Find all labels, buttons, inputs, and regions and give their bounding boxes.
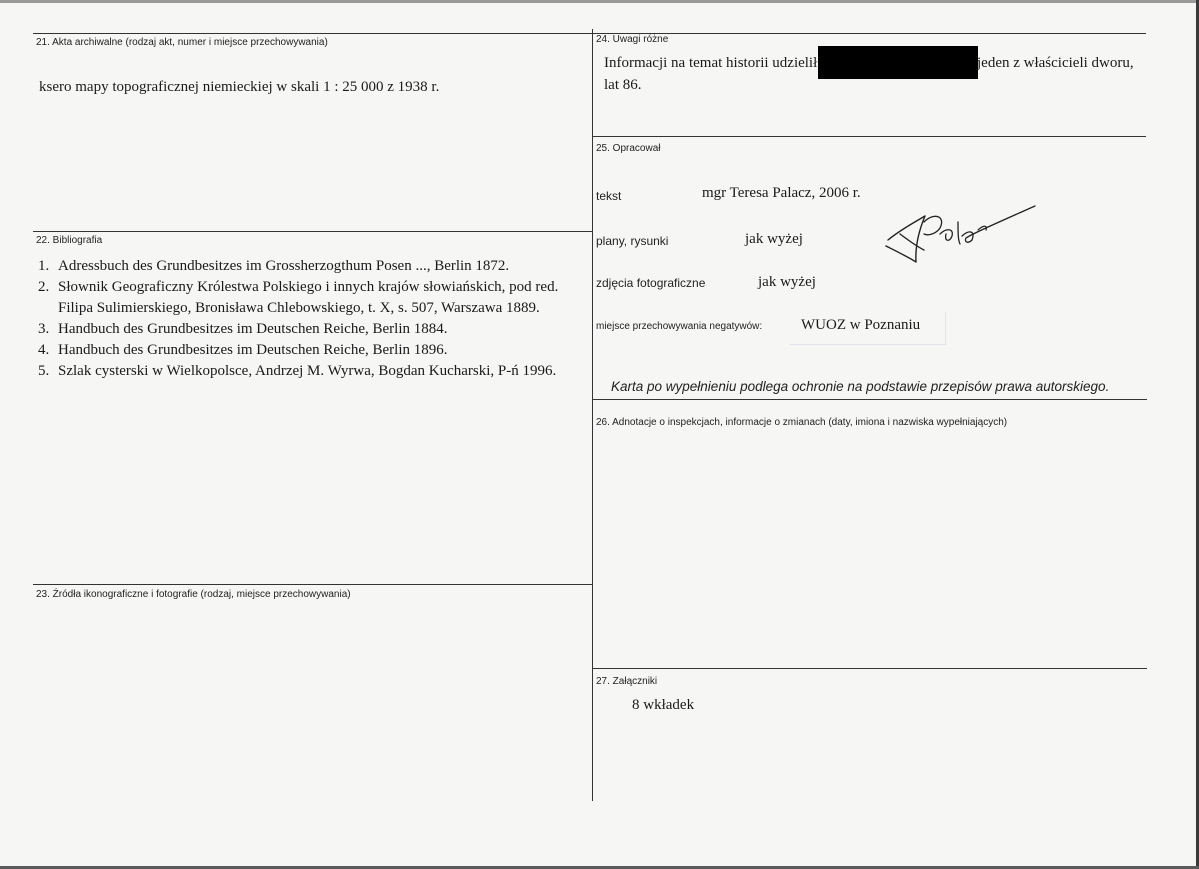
section-22-label: 22. Bibliografia xyxy=(36,235,103,246)
redaction-block xyxy=(818,46,978,79)
bibliography-item-text: Handbuch des Grundbesitzes im Deutschen Reiche, Berlin 1896. xyxy=(58,342,448,358)
rule-center-vertical xyxy=(592,29,593,801)
bibliography-item-text: Adressbuch des Grundbesitzes im Grossherzogthum Posen ..., Berlin 1872. xyxy=(58,258,510,274)
field-tekst-value: mgr Teresa Palacz, 2006 r. xyxy=(702,185,861,201)
section-23-label: 23. Źródła ikonograficzne i fotografie (rodzaj, miejsce przechowywania) xyxy=(36,589,351,600)
bibliography-item-number: 1. xyxy=(38,258,50,274)
section-25-label: 25. Opracował xyxy=(596,143,661,154)
bibliography-item-text: Handbuch des Grundbesitzes im Deutschen Reiche, Berlin 1884. xyxy=(58,321,448,337)
section-24-label: 24. Uwagi różne xyxy=(596,34,669,45)
rule-left-21-22 xyxy=(33,231,592,232)
field-tekst-label: tekst xyxy=(596,189,622,203)
field-plany-value: jak wyżej xyxy=(745,231,803,247)
field-plany-label: plany, rysunki xyxy=(596,234,669,248)
section-21-content: ksero mapy topograficznej niemieckiej w skali 1 : 25 000 z 1938 r. xyxy=(39,79,440,95)
rule-right-26-27 xyxy=(592,668,1147,669)
bibliography-item xyxy=(38,361,558,382)
rule-right-24-25 xyxy=(592,136,1146,137)
field-negatywy-value: WUOZ w Poznaniu xyxy=(801,317,921,333)
bibliography-item xyxy=(38,256,558,277)
bibliography-list xyxy=(38,256,558,382)
rule-right-25-26 xyxy=(592,399,1147,400)
copyright-notice: Karta po wypełnieniu podlega ochronie na podstawie przepisów prawa autorskiego. xyxy=(611,379,1110,394)
bibliography-item-text: Słownik Geograficzny Królestwa Polskiego i innych krajów słowiańskich, pod red. xyxy=(58,279,559,295)
field-negatywy-label: miejsce przechowywania negatywów: xyxy=(596,321,763,332)
section-24-line1-end: jeden z właścicieli dworu, xyxy=(977,55,1134,71)
section-26-label: 26. Adnotacje o inspekcjach, informacje o zmianach (daty, imiona i nazwiska wypełniających) xyxy=(596,417,1008,428)
bibliography-item-number: 4. xyxy=(38,342,50,358)
bibliography-item xyxy=(38,319,558,340)
section-27-content: 8 wkładek xyxy=(632,697,695,713)
bibliography-item-number: 3. xyxy=(38,321,50,337)
bibliography-item xyxy=(38,277,558,319)
section-24-line1-start: Informacji na temat historii udzielił xyxy=(604,55,818,71)
signature-icon xyxy=(880,200,1045,275)
field-zdjecia-label: zdjęcia fotograficzne xyxy=(596,276,706,290)
bibliography-item-text: Szlak cysterski w Wielkopolsce, Andrzej M. Wyrwa, Bogdan Kucharski, P-ń 1996. xyxy=(58,363,557,379)
section-27-label: 27. Załączniki xyxy=(596,676,658,687)
bibliography-item-number: 2. xyxy=(38,279,50,295)
section-24-line2: lat 86. xyxy=(604,77,642,93)
bibliography-item-number: 5. xyxy=(38,363,50,379)
bibliography-item xyxy=(38,340,558,361)
rule-left-22-23 xyxy=(33,584,592,585)
scan-edge-top xyxy=(0,0,1199,3)
field-zdjecia-value: jak wyżej xyxy=(758,274,816,290)
section-21-label: 21. Akta archiwalne (rodzaj akt, numer i miejsce przechowywania) xyxy=(36,37,328,48)
bibliography-item-continuation: Filipa Sulimierskiego, Bronisława Chlebowskiego, t. X, s. 507, Warszawa 1889. xyxy=(58,300,540,316)
rule-top xyxy=(33,33,1146,34)
